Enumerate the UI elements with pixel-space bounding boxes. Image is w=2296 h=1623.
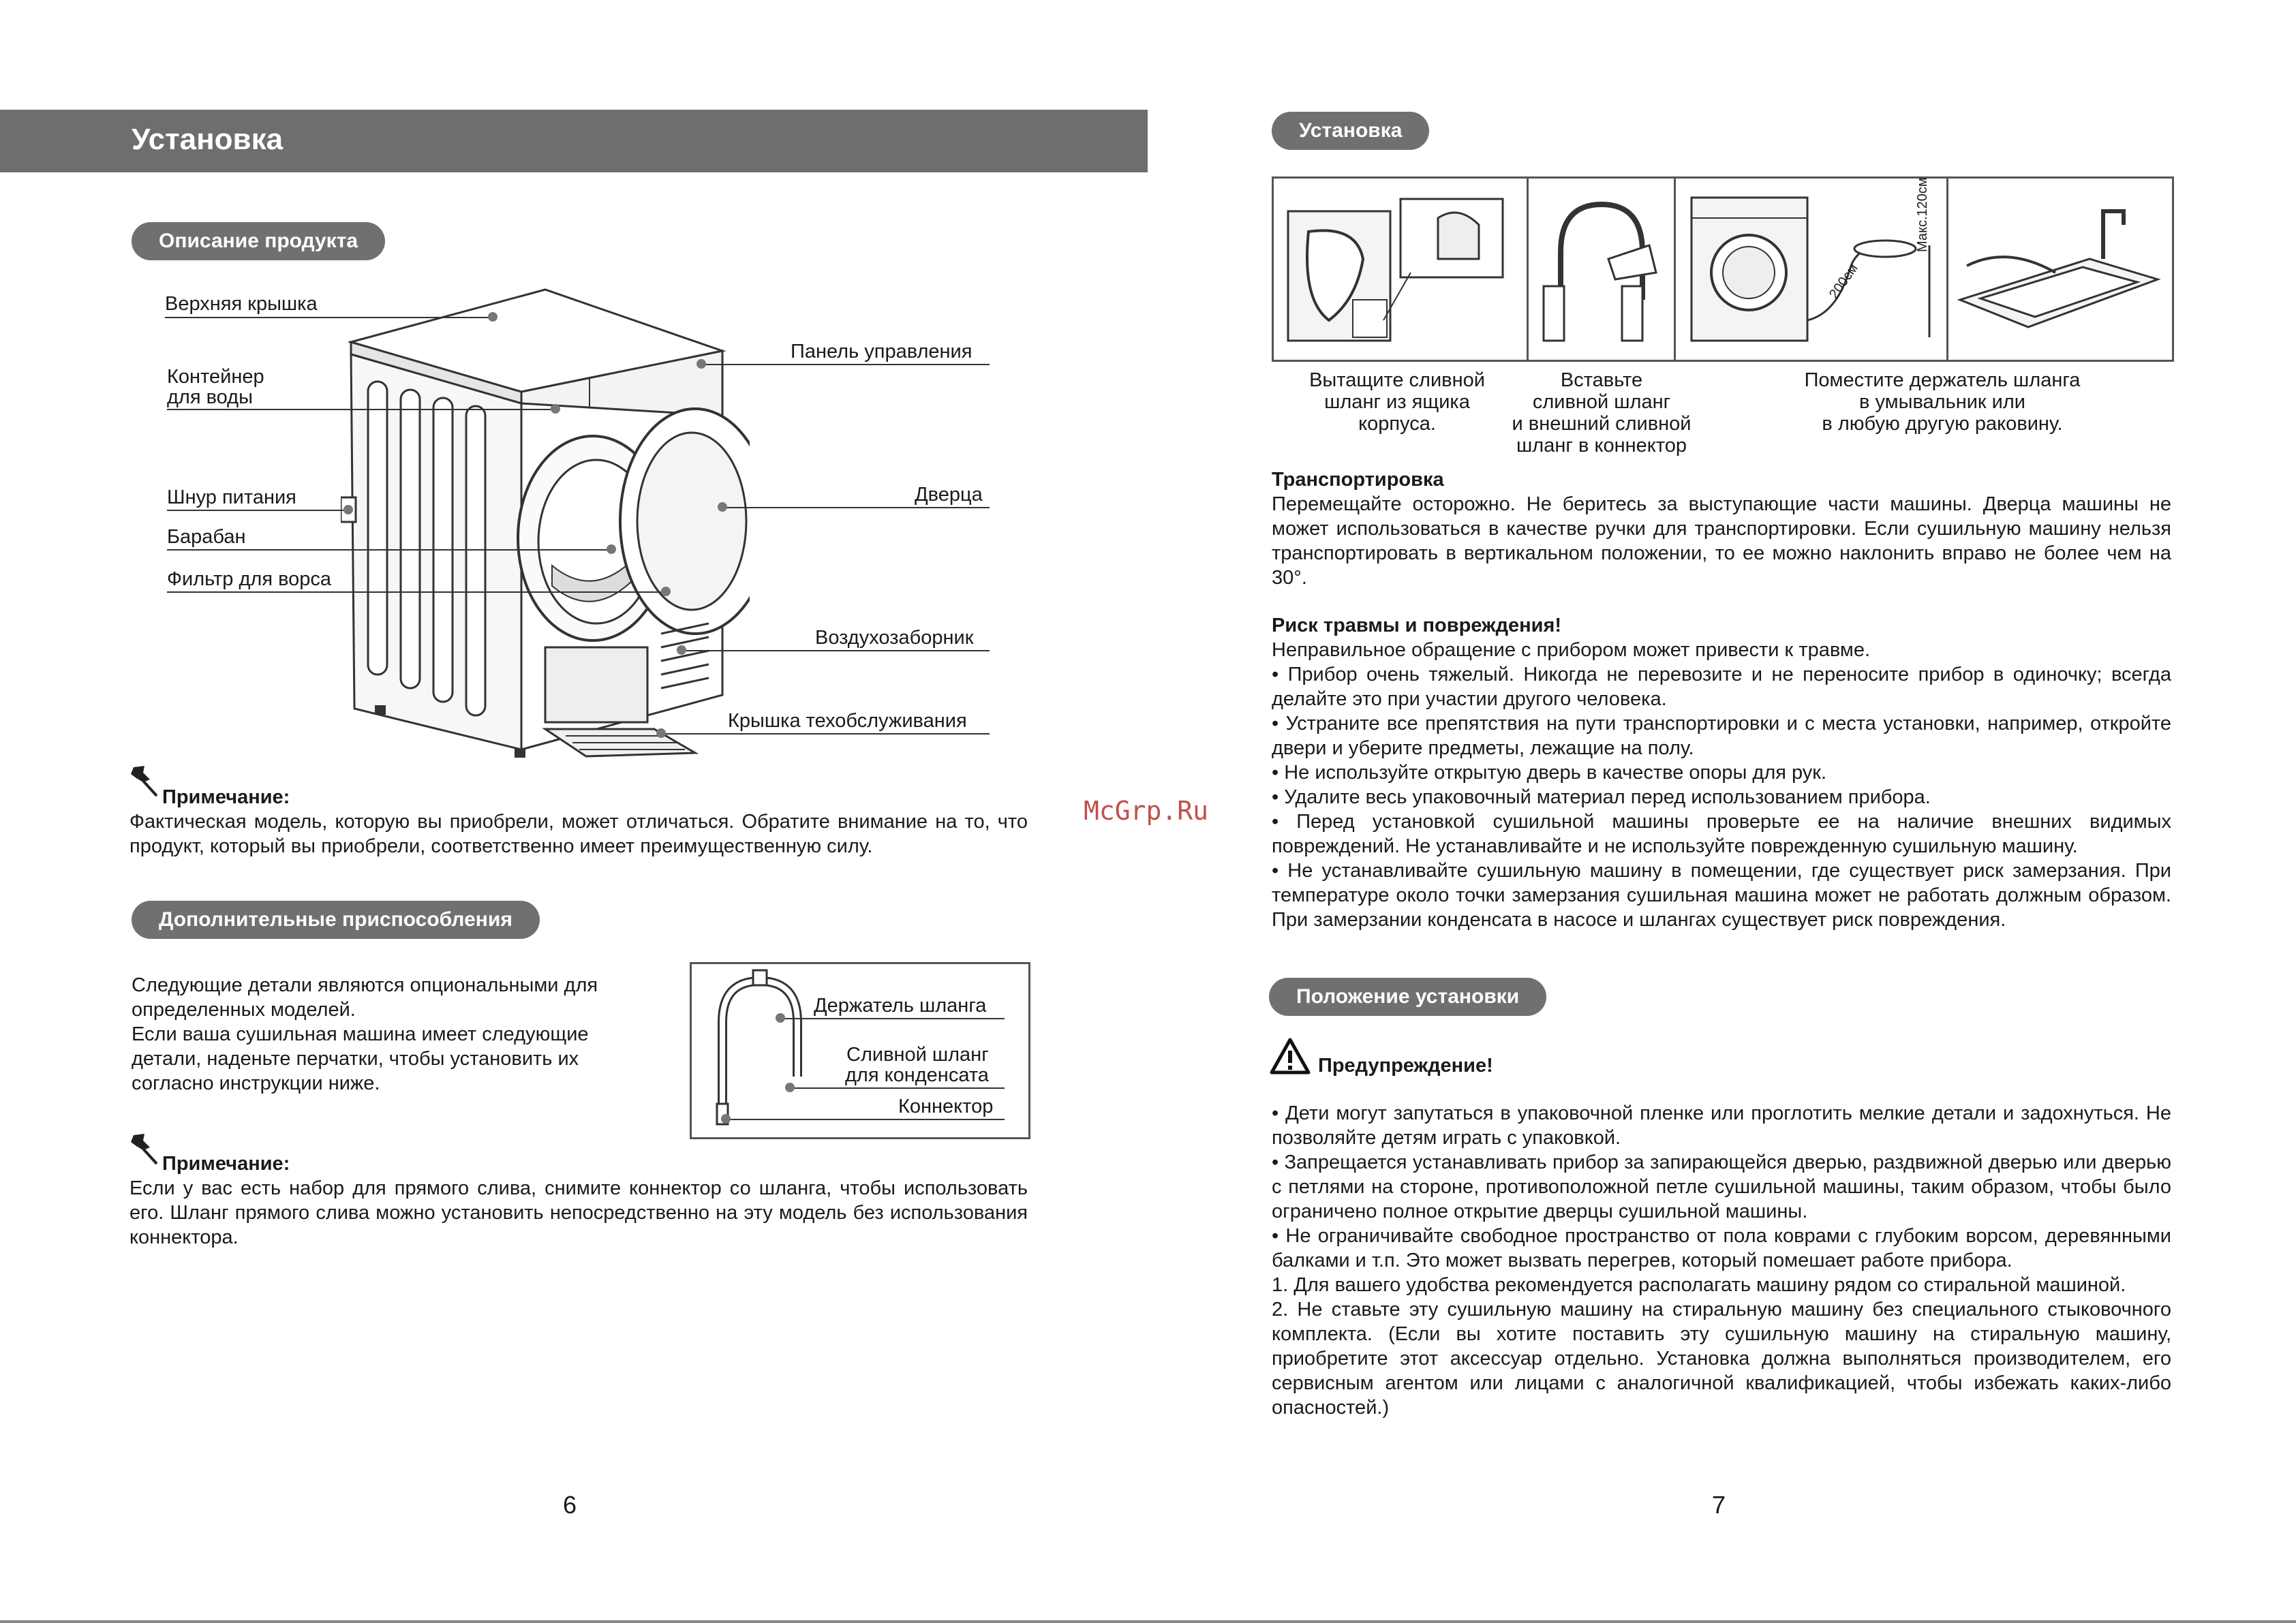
position-line: • Дети могут запутаться в упаковочной пленке или проглотить мелкие детали и задохнуться. Не позволяйте детям играть с упаковкой.	[1272, 1102, 2171, 1149]
bottom-rule	[0, 1620, 2296, 1623]
injury-title: Риск травмы и повреждения!	[1272, 615, 1562, 636]
leader-dot	[677, 645, 686, 655]
caption-2-line: Вставьте	[1560, 369, 1643, 391]
sink-placement-illustration	[1953, 184, 2164, 351]
label-lint-filter: Фильтр для ворса	[167, 568, 332, 590]
leader-line	[702, 364, 990, 365]
leader-dot	[488, 312, 498, 322]
label-water-container-2: для воды	[167, 386, 253, 408]
caption-1	[1295, 369, 1499, 435]
position-text	[1272, 1101, 2171, 1420]
label-service-cover: Крышка техобслуживания	[728, 710, 967, 732]
leader-line	[780, 1018, 1005, 1019]
note1-title: Примечание:	[162, 786, 290, 808]
leader-line	[165, 317, 492, 318]
leader-dot	[721, 1114, 731, 1124]
caption-3-line: в любую другую раковину.	[1822, 413, 2063, 435]
position-line: 1. Для вашего удобства рекомендуется располагать машину рядом со стиральной машиной.	[1272, 1274, 2126, 1296]
leader-line	[167, 591, 664, 593]
page-number-left: 6	[563, 1491, 577, 1519]
label-hose-holder: Держатель шланга	[814, 995, 987, 1017]
sink-height-illustration	[1681, 184, 1943, 351]
injury-line: • Не используйте открытую дверь в качестве опоры для рук.	[1272, 762, 1827, 784]
transport-title: Транспортировка	[1272, 469, 1444, 491]
injury-line: • Устраните все препятствия на пути транспортировки и с места установки, например, откройте двери и уберите предметы, лежащие на полу.	[1272, 713, 2171, 759]
caption-2	[1499, 369, 1704, 457]
injury-text	[1272, 638, 2171, 932]
transport-text-body: Перемещайте осторожно. Не беритесь за выступающие части машины. Дверца машины не может использоваться в качестве ручки для транспортировки. Если сушильную машину нельзя транспортировать в вертикальном положении, то ее можно наклонить вправо не более чем на 30°.	[1272, 493, 2171, 589]
leader-dot	[343, 505, 353, 514]
caption-2-line: сливной шланг	[1532, 391, 1671, 413]
note2-title: Примечание:	[162, 1153, 290, 1175]
pushpin-icon	[129, 764, 159, 797]
divider	[1946, 176, 1948, 360]
note2-text-body: Если у вас есть набор для прямого слива, снимите коннектор со шланга, чтобы использовать его. Шланг прямого слива можно установить непосредственно на эту модель без использования коннектора.	[129, 1177, 1028, 1248]
leader-dot	[718, 502, 727, 512]
leader-line	[726, 1119, 1005, 1120]
label-control-panel: Панель управления	[791, 341, 973, 362]
position-line: • Запрещается устанавливать прибор за запирающейся дверью, раздвижной дверью или дверью с петлями на стороне, противоположной петле сушильной машины, таким образом, чтобы было ограничено полное открытие дверцы сушильной машины.	[1272, 1151, 2171, 1222]
product-description-heading: Описание продукта	[132, 222, 385, 260]
position-line: 2. Не ставьте эту сушильную машину на стиральную машину без специального стыковочного комплекта. (Если вы хотите поставить эту сушильную машину на стиральную машину, приобретите этот аксессуар отдельно. Установка должна выполняться производителем, его сервисным агентом или лицами с аналогичной квалификацией, чтобы избежать каких-либо опасностей.)	[1272, 1299, 2171, 1419]
accessories-heading: Дополнительные приспособления	[132, 901, 540, 939]
label-air-intake: Воздухозаборник	[815, 627, 974, 649]
injury-line: Неправильное обращение с прибором может привести к травме.	[1272, 639, 1871, 661]
leader-dot	[697, 359, 706, 369]
position-line: • Не ограничивайте свободное пространство от пола коврами с глубоким ворсом, деревянными балками и т.п. Это может вызвать перегрев, который помешает работе прибора.	[1272, 1225, 2171, 1271]
divider	[1527, 176, 1529, 360]
leader-dot	[785, 1083, 795, 1092]
warning-title: Предупреждение!	[1318, 1055, 1493, 1077]
label-door: Дверца	[915, 484, 983, 506]
label-water-container-1: Контейнер	[167, 366, 264, 388]
leader-line	[722, 507, 990, 508]
accessories-line-3: Если ваша сушильная машина имеет следующие	[132, 1023, 589, 1045]
divider	[1674, 176, 1676, 360]
label-power-cord: Шнур питания	[167, 486, 296, 508]
leader-line	[791, 1087, 1005, 1089]
leader-line	[167, 510, 348, 511]
leader-dot	[776, 1013, 785, 1023]
leader-line	[661, 733, 990, 735]
drain-hose-removal-illustration	[1281, 184, 1520, 351]
pushpin-icon	[129, 1132, 159, 1165]
injury-line: • Перед установкой сушильной машины проверьте ее на наличие внешних видимых повреждений. Не устанавливайте и не используйте поврежденную сушильную машину.	[1272, 811, 2171, 857]
label-drum: Барабан	[167, 526, 246, 548]
dimension-length: 200см	[1826, 261, 1861, 302]
page-number-right: 7	[1712, 1491, 1726, 1519]
note1-text	[129, 809, 1028, 859]
dryer-illustration	[341, 279, 750, 770]
transport-text	[1272, 492, 2171, 590]
caption-1-line: шланг из ящика	[1324, 391, 1470, 413]
caption-1-line: Вытащите сливной	[1309, 369, 1485, 391]
caption-1-line: корпуса.	[1358, 413, 1436, 435]
accessories-line-1: Следующие детали являются опциональными для	[132, 974, 598, 996]
label-condensate-hose-1: Сливной шланг	[846, 1044, 989, 1066]
label-top-cover: Верхняя крышка	[165, 293, 318, 315]
leader-line	[167, 409, 555, 410]
watermark: McGrp.Ru	[1084, 796, 1209, 826]
caption-3-line: Поместите держатель шланга	[1804, 369, 2081, 391]
left-header-title: Установка	[132, 123, 284, 156]
accessories-line-5: согласно инструкции ниже.	[132, 1072, 380, 1094]
leader-line	[167, 549, 610, 551]
leader-line	[682, 650, 990, 651]
leader-dot	[607, 544, 616, 554]
caption-2-line: и внешний сливной	[1512, 413, 1692, 435]
leader-dot	[656, 728, 666, 738]
hose-holder-illustration	[709, 968, 811, 1131]
leader-dot	[551, 404, 560, 414]
accessories-line-2: определенных моделей.	[132, 999, 356, 1021]
label-condensate-hose-2: для конденсата	[845, 1064, 989, 1086]
installation-position-heading: Положение установки	[1269, 978, 1546, 1016]
caption-3-line: в умывальник или	[1859, 391, 2025, 413]
right-header-title: Установка	[1272, 112, 1429, 150]
connector-insert-illustration	[1533, 184, 1670, 351]
note1-text-body: Фактическая модель, которую вы приобрели, может отличаться. Обратите внимание на то, что продукт, который вы приобрели, соответственно имеет преимущественную силу.	[129, 811, 1028, 857]
dimension-height: Макс.120см	[1915, 177, 1930, 252]
warning-triangle-icon	[1269, 1037, 1311, 1075]
note2-text	[129, 1176, 1028, 1250]
leader-dot	[661, 587, 671, 596]
accessories-line-4: детали, наденьте перчатки, чтобы установить их	[132, 1048, 579, 1070]
injury-line: • Удалите весь упаковочный материал перед использованием прибора.	[1272, 786, 1931, 808]
caption-3	[1772, 369, 2113, 435]
injury-line: • Не устанавливайте сушильную машину в помещении, где существует риск замерзания. При температуре около точки замерзания сушильная машина может не работать должным образом. При замерзании конденсата в насосе и шлангах существует риск повреждения.	[1272, 860, 2171, 931]
injury-line: • Прибор очень тяжелый. Никогда не перевозите и не переносите прибор в одиночку; всегда делайте это при участии другого человека.	[1272, 664, 2171, 710]
caption-2-line: шланг в коннектор	[1516, 435, 1687, 457]
label-connector: Коннектор	[898, 1096, 994, 1117]
